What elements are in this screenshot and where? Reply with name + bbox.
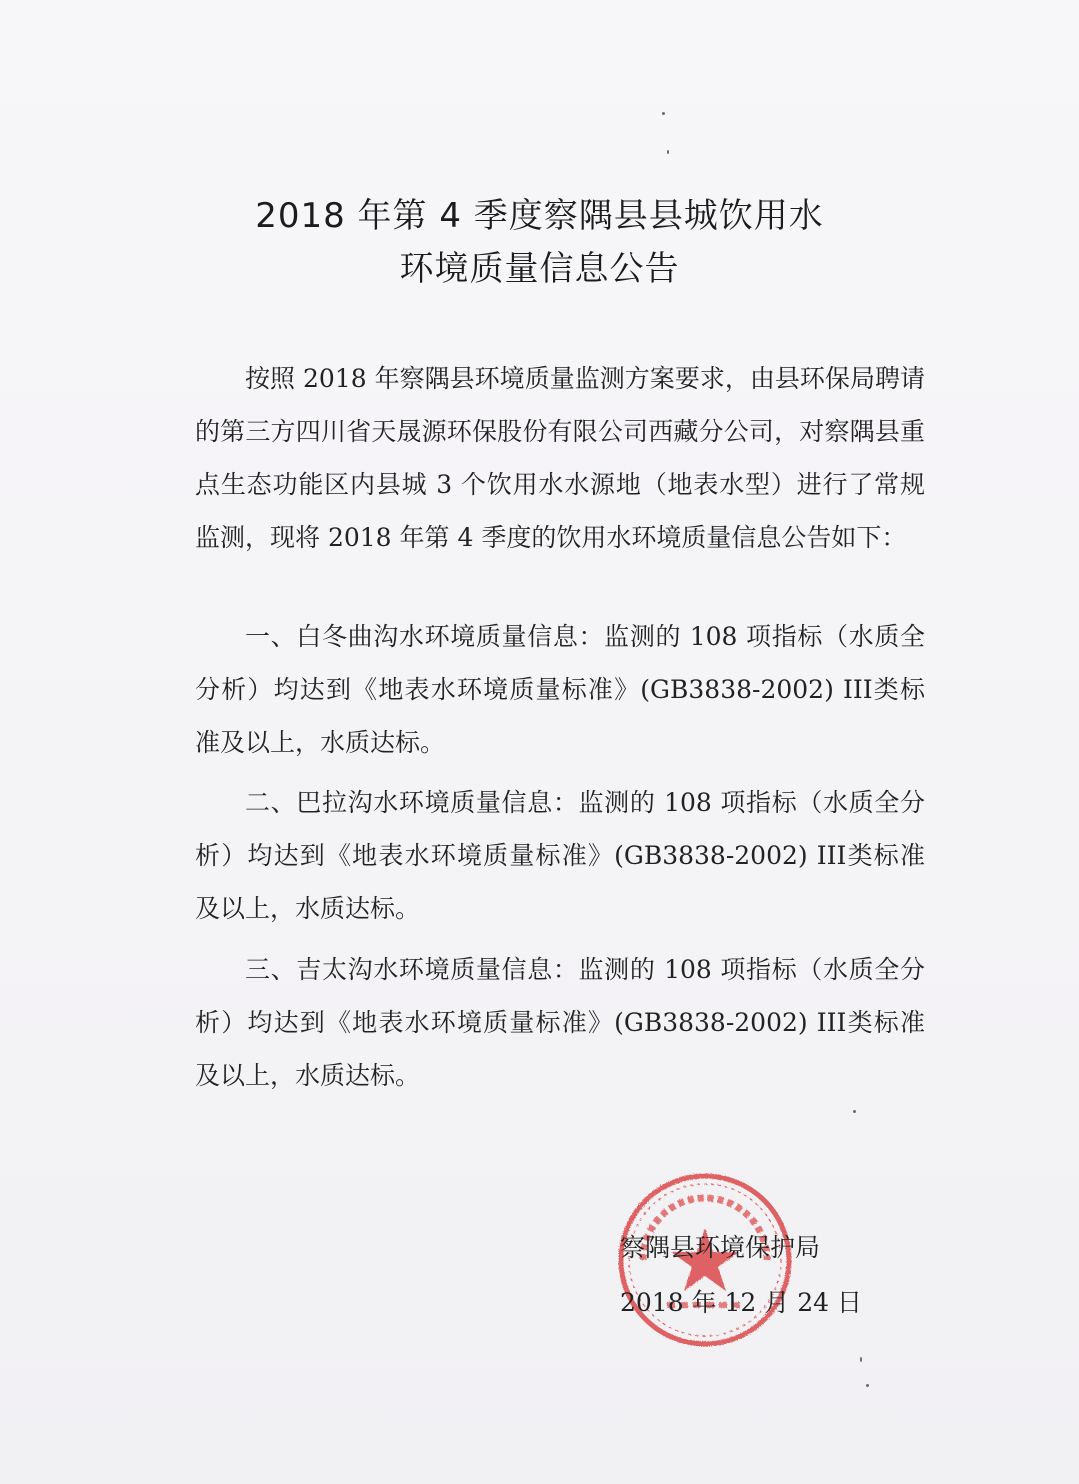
scan-speck [662,112,665,115]
item-paragraph-2: 二、巴拉沟水环境质量信息：监测的 108 项指标（水质全分析）均达到《地表水环境质量标准》(GB3838-2002) III类标准及以上，水质达标。 [195,788,925,923]
issuing-authority: 察隅县环境保护局 [620,1233,821,1262]
scan-speck [866,1384,869,1387]
scan-speck [853,1110,856,1113]
document-title-line-2: 环境质量信息公告 [399,249,680,289]
document-title-line-1: 2018 年第 4 季度察隅县县城饮用水 [255,196,824,236]
item-paragraph-1: 一、白冬曲沟水环境质量信息：监测的 108 项指标（水质全分析）均达到《地表水环境质量标准》(GB3838-2002) III类标准及以上，水质达标。 [195,622,925,757]
scan-speck [860,1357,862,1362]
issue-date: 2018 年 12 月 24 日 [620,1288,862,1317]
scan-speck [667,150,669,154]
item-paragraph-3: 三、吉太沟水环境质量信息：监测的 108 项指标（水质全分析）均达到《地表水环境质量标准》(GB3838-2002) III类标准及以上，水质达标。 [195,955,925,1090]
intro-paragraph: 按照 2018 年察隅县环境质量监测方案要求，由县环保局聘请的第三方四川省天晟源环保股份有限公司西藏分公司，对察隅县重点生态功能区内县城 3 个饮用水水源地（地表水型）进行了常规监测，现将 2018 年第 4 季度的饮用水环境质量信息公告如下： [195,364,925,552]
